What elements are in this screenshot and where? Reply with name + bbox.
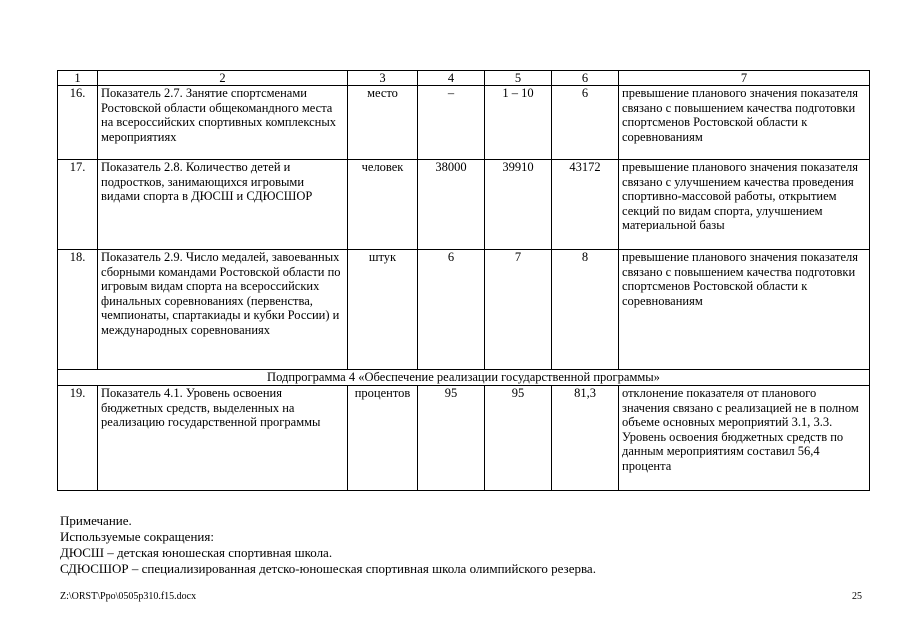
note-title: Примечание. bbox=[60, 513, 132, 528]
header-cell: 2 bbox=[98, 71, 348, 86]
indicator-name: Показатель 4.1. Уровень освоения бюджетных средств, выделенных на реализацию государственной программы bbox=[98, 386, 348, 491]
row-number: 16. bbox=[58, 86, 98, 160]
header-cell: 3 bbox=[348, 71, 418, 86]
table-row bbox=[58, 250, 870, 370]
abbreviation-sdyusshor: СДЮСШОР – специализированная детско-юношеская спортивная школа олимпийского резерва. bbox=[60, 561, 596, 576]
subprogram-row bbox=[58, 370, 870, 386]
page-number: 25 bbox=[852, 591, 862, 602]
explanation-cell: превышение планового значения показателя связано с повышением качества подготовки спортсменов Ростовской области к соревнованиям bbox=[619, 250, 870, 370]
value-cell: 43172 bbox=[552, 160, 619, 250]
table-row bbox=[58, 386, 870, 491]
footer-file-path: Z:\ORST\Ppo\0505p310.f15.docx bbox=[60, 591, 197, 602]
notes-section bbox=[60, 513, 880, 577]
abbreviation-dyussh: ДЮСШ – детская юношеская спортивная школа. bbox=[60, 545, 333, 560]
value-cell: 1 – 10 bbox=[485, 86, 552, 160]
value-cell: 38000 bbox=[418, 160, 485, 250]
row-number: 18. bbox=[58, 250, 98, 370]
header-cell: 5 bbox=[485, 71, 552, 86]
value-cell: 95 bbox=[418, 386, 485, 491]
subprogram-title: Подпрограмма 4 «Обеспечение реализации государственной программы» bbox=[58, 370, 870, 386]
abbreviations-heading: Используемые сокращения: bbox=[60, 529, 214, 544]
table-row bbox=[58, 160, 870, 250]
row-number: 19. bbox=[58, 386, 98, 491]
unit-cell: процентов bbox=[348, 386, 418, 491]
value-cell: 6 bbox=[552, 86, 619, 160]
indicator-name: Показатель 2.8. Количество детей и подростков, занимающихся игровыми видами спорта в ДЮСШ и СДЮСШОР bbox=[98, 160, 348, 250]
indicator-name: Показатель 2.9. Число медалей, завоеванных сборными командами Ростовской области по игровым видам спорта на всероссийских финальных соревнованиях (первенства, чемпионаты, спартакиады и кубки России) и международных соревнованиях bbox=[98, 250, 348, 370]
header-cell: 7 bbox=[619, 71, 870, 86]
header-cell: 4 bbox=[418, 71, 485, 86]
value-cell: 81,3 bbox=[552, 386, 619, 491]
explanation-cell: отклонение показателя от планового значения связано с реализацией не в полном объеме основных мероприятий 3.1, 3.3. Уровень освоения бюджетных средств по данным мероприятиям составил 56,4 процента bbox=[619, 386, 870, 491]
value-cell: 6 bbox=[418, 250, 485, 370]
value-cell: 7 bbox=[485, 250, 552, 370]
value-cell: 39910 bbox=[485, 160, 552, 250]
value-cell: – bbox=[418, 86, 485, 160]
unit-cell: человек bbox=[348, 160, 418, 250]
unit-cell: штук bbox=[348, 250, 418, 370]
unit-cell: место bbox=[348, 86, 418, 160]
explanation-cell: превышение планового значения показателя связано с повышением качества подготовки спортсменов Ростовской области к соревнованиям bbox=[619, 86, 870, 160]
explanation-cell: превышение планового значения показателя связано с улучшением качества проведения спортивно-массовой работы, открытием секций по видам спорта, улучшением материальной базы bbox=[619, 160, 870, 250]
header-cell: 1 bbox=[58, 71, 98, 86]
indicators-table bbox=[57, 70, 870, 491]
table-row bbox=[58, 86, 870, 160]
value-cell: 95 bbox=[485, 386, 552, 491]
row-number: 17. bbox=[58, 160, 98, 250]
value-cell: 8 bbox=[552, 250, 619, 370]
table-header-row bbox=[58, 71, 870, 86]
header-cell: 6 bbox=[552, 71, 619, 86]
indicator-name: Показатель 2.7. Занятие спортсменами Ростовской области общекомандного места на всероссийских спортивных комплексных мероприятиях bbox=[98, 86, 348, 160]
